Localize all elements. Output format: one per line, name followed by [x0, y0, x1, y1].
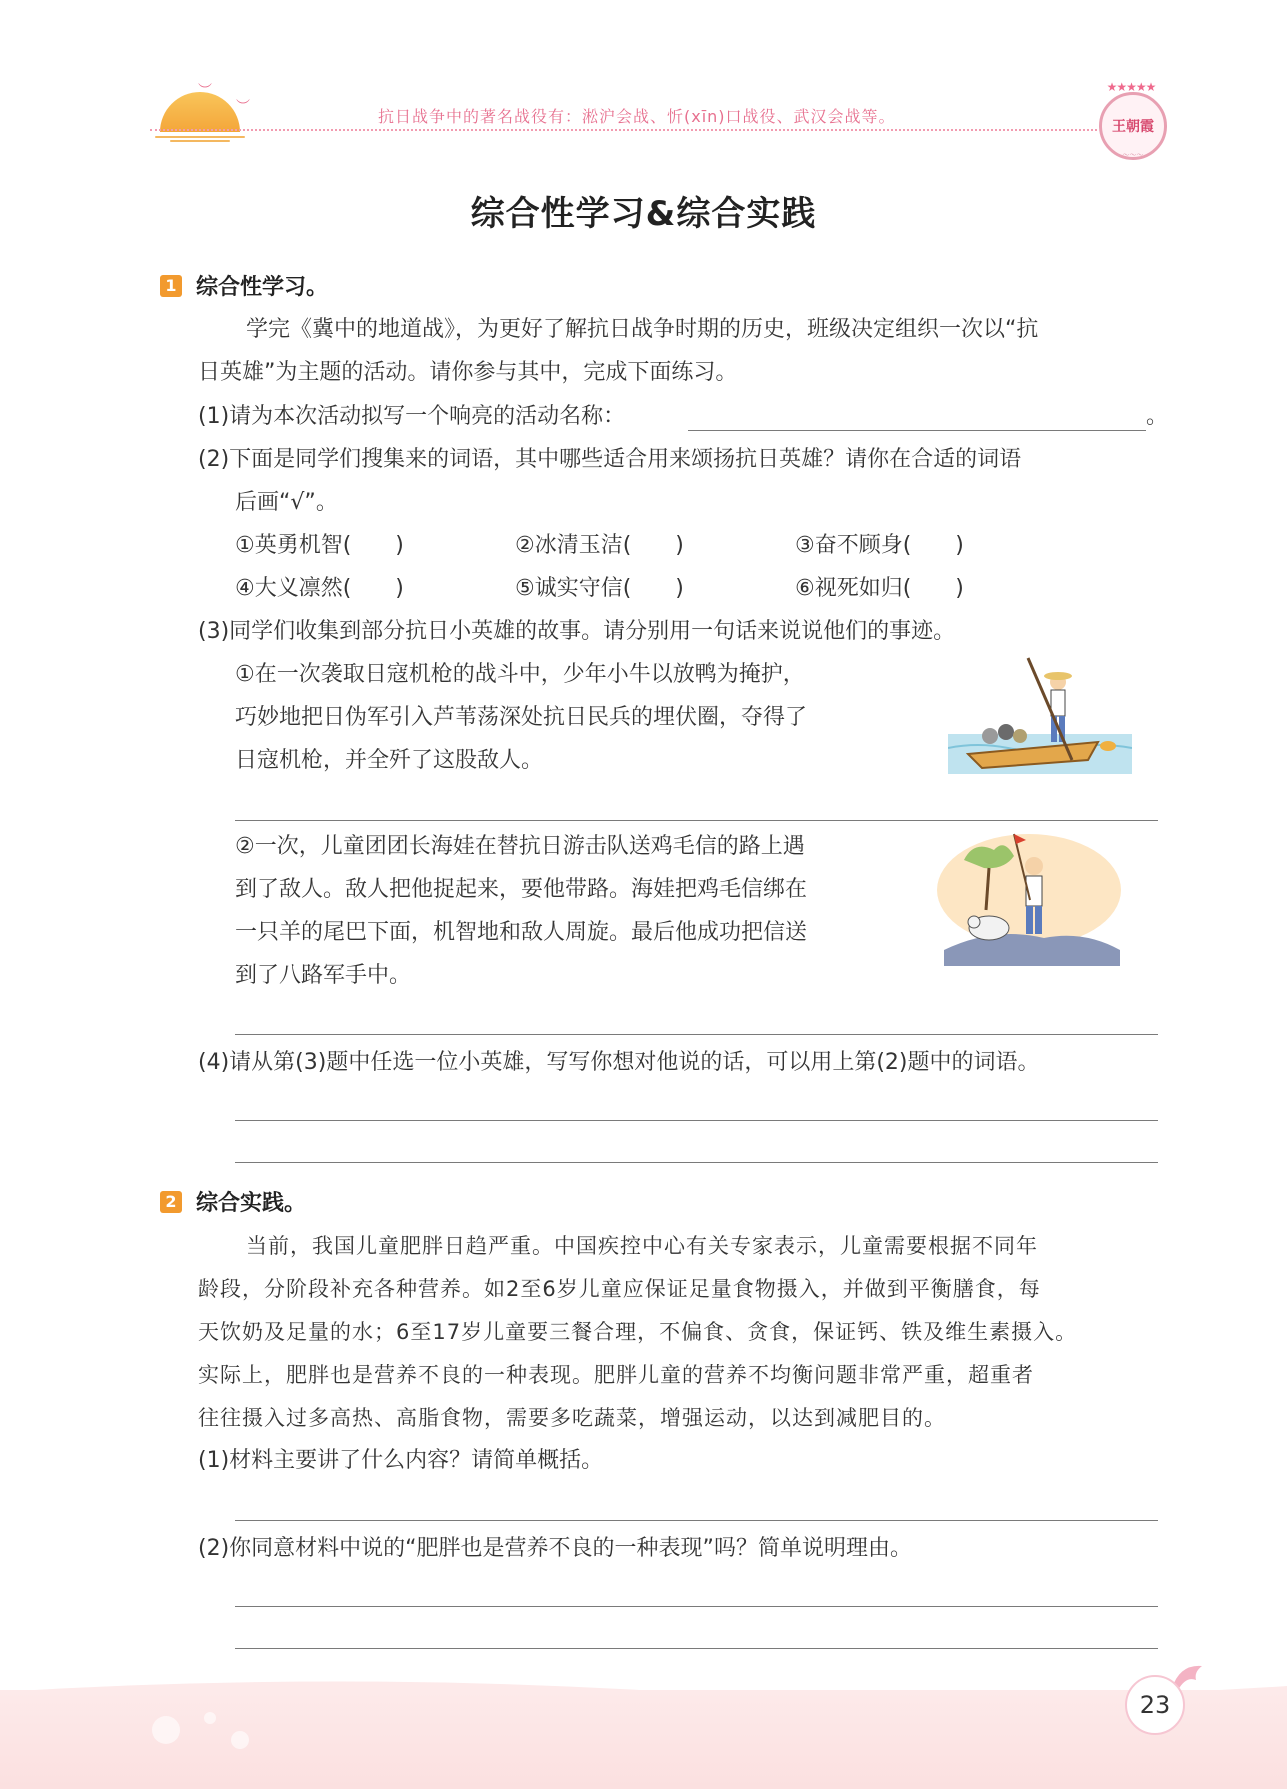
- intro-line: 日英雄”为主题的活动。请你参与其中，完成下面练习。: [198, 360, 738, 385]
- period: 。: [1146, 404, 1169, 429]
- material-line: 当前，我国儿童肥胖日趋严重。中国疾控中心有关专家表示，儿童需要根据不同年: [246, 1234, 1038, 1258]
- material-line: 天饮奶及足量的水；6至17岁儿童要三餐合理，不偏食、贪食，保证钙、铁及维生素摄入。: [198, 1320, 1078, 1344]
- section-number: 2: [160, 1191, 182, 1213]
- story-1-line: 日寇机枪，并全歼了这股敌人。: [235, 748, 544, 773]
- word-option[interactable]: ②冰清玉洁( ): [515, 533, 684, 558]
- reason-answer-line[interactable]: [235, 1606, 1158, 1607]
- word-option[interactable]: ③奋不顾身( ): [795, 533, 964, 558]
- story-2-line: 到了敌人。敌人把他捉起来，要他带路。海娃把鸡毛信绑在: [235, 877, 808, 902]
- stamp-ribbon: ～～～: [1122, 151, 1144, 159]
- message-answer-line[interactable]: [235, 1120, 1158, 1121]
- intro-line: 学完《冀中的地道战》，为更好了解抗日战争时期的历史，班级决定组织一次以“抗: [246, 317, 1039, 342]
- stars-icon: ★★★★★: [1106, 80, 1156, 94]
- word-option[interactable]: ④大义凛然( ): [235, 576, 404, 601]
- question-1: (1)请为本次活动拟写一个响亮的活动名称：: [198, 404, 626, 429]
- section-title: 综合性学习。: [196, 275, 329, 300]
- material-line: 往往摄入过多高热、高脂食物，需要多吃蔬菜，增强运动，以达到减肥目的。: [198, 1406, 946, 1430]
- word-option[interactable]: ⑥视死如归( ): [795, 576, 964, 601]
- story-2-line: 到了八路军手中。: [235, 963, 412, 988]
- question-4: (4)请从第(3)题中任选一位小英雄，写写你想对他说的话，可以用上第(2)题中的词语。: [198, 1050, 1040, 1075]
- boy-with-sheep-illustration: [934, 830, 1124, 966]
- summary-answer-line[interactable]: [235, 1520, 1158, 1521]
- bird-icon: ︶: [198, 83, 212, 99]
- page-title: 综合性学习&综合实践: [470, 194, 817, 234]
- activity-name-answer-line[interactable]: [688, 430, 1146, 431]
- reason-answer-line[interactable]: [235, 1648, 1158, 1649]
- question-2-2: (2)你同意材料中说的“肥胖也是营养不良的一种表现”吗？简单说明理由。: [198, 1536, 912, 1561]
- boy-on-boat-illustration: [948, 656, 1132, 780]
- question-3: (3)同学们收集到部分抗日小英雄的故事。请分别用一句话来说说他们的事迹。: [198, 619, 956, 644]
- word-option[interactable]: ①英勇机智( ): [235, 533, 404, 558]
- story-2-line: 一只羊的尾巴下面，机智地和敌人周旋。最后他成功把信送: [235, 920, 808, 945]
- question-2-cont: 后画“√”。: [235, 490, 338, 515]
- page-number: 23: [1125, 1675, 1185, 1735]
- story-1-line: 巧妙地把日伪军引入芦苇荡深处抗日民兵的埋伏圈，夺得了: [235, 705, 808, 730]
- header-tip: 抗日战争中的著名战役有：淞沪会战、忻(xīn)口战役、武汉会战等。: [378, 107, 896, 126]
- word-option[interactable]: ⑤诚实守信( ): [515, 576, 684, 601]
- story-2-answer-line[interactable]: [235, 1034, 1158, 1035]
- teacher-stamp: [1095, 80, 1167, 166]
- bird-icon: ︶: [236, 99, 250, 115]
- section-number: 1: [160, 275, 182, 297]
- story-1-answer-line[interactable]: [235, 820, 1158, 821]
- material-line: 龄段，分阶段补充各种营养。如2至6岁儿童应保证足量食物摄入，并做到平衡膳食，每: [198, 1277, 1041, 1301]
- message-answer-line[interactable]: [235, 1162, 1158, 1163]
- stamp-name: 王朝霞: [1112, 119, 1154, 135]
- story-1-line: ①在一次袭取日寇机枪的战斗中，少年小牛以放鸭为掩护，: [235, 662, 805, 687]
- question-2: (2)下面是同学们搜集来的词语，其中哪些适合用来颂扬抗日英雄？请你在合适的词语: [198, 447, 1022, 472]
- water-ripple-icon: [150, 134, 250, 144]
- question-2-1: (1)材料主要讲了什么内容？请简单概括。: [198, 1448, 604, 1473]
- story-2-line: ②一次，儿童团团长海娃在替抗日游击队送鸡毛信的路上遇: [235, 834, 805, 859]
- material-line: 实际上，肥胖也是营养不良的一种表现。肥胖儿童的营养不均衡问题非常严重，超重者: [198, 1363, 1034, 1387]
- header-divider: [150, 129, 1097, 131]
- section-title: 综合实践。: [196, 1191, 307, 1216]
- bubble-decoration: [150, 1700, 270, 1760]
